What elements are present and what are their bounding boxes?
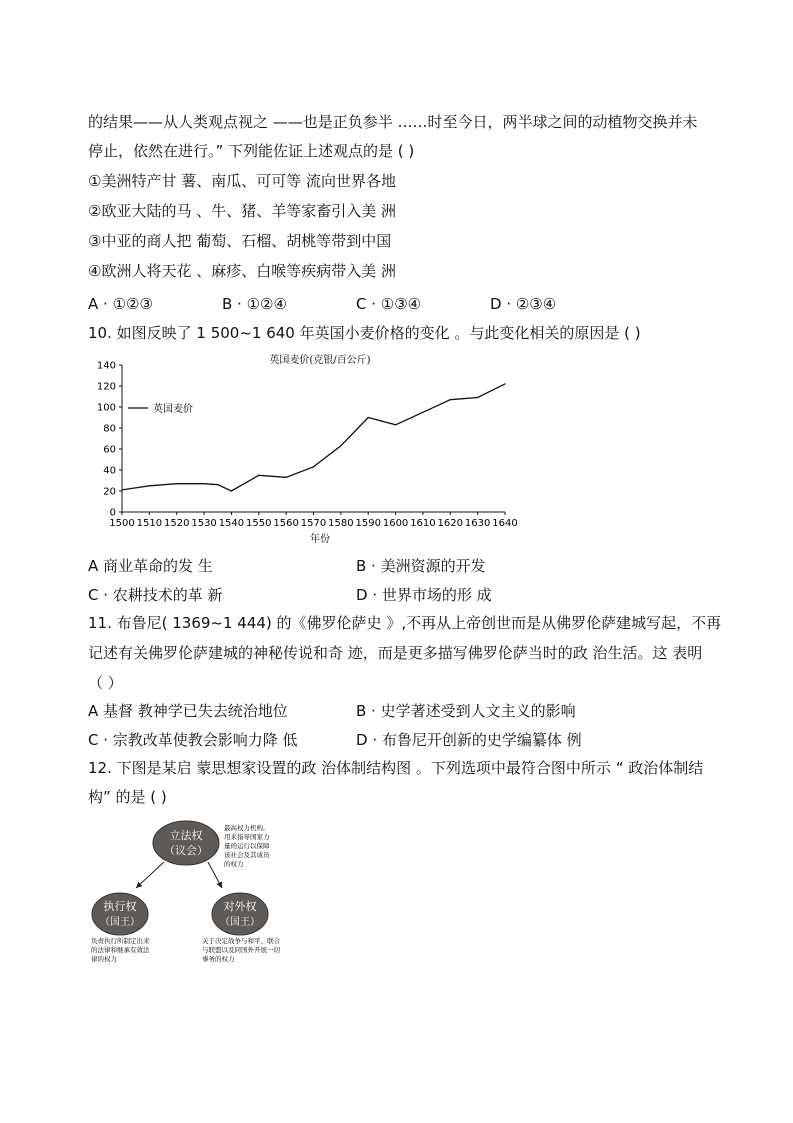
data-point [477,397,478,398]
q10-option-d[interactable]: D · 世界市场的形 成 [356,586,492,604]
right-note-line: 与联盟以及同国外开展一切 [202,946,280,954]
left-note-line: 的法律和继承有效法 [91,946,150,954]
data-point [231,490,232,491]
q11-stem-line2: 记述有关佛罗伦萨建城的神秘传说和奇 迹，而是更多描写佛罗伦萨当时的政 治生活。这 表明 [88,644,703,662]
y-tick-label: 140 [96,360,116,372]
x-tick-label: 1590 [355,518,381,529]
data-point [422,412,423,413]
arrow-to-federative [208,862,222,888]
data-point [395,424,396,425]
wheat-price-chart [80,350,530,550]
top-note-line: 该社会及其成员 [224,851,270,859]
executive-power-note [91,936,150,963]
top-note-line: 量的运行以保障 [224,842,270,850]
data-point [286,477,287,478]
data-point [258,475,259,476]
data-point [313,466,314,467]
x-tick-label: 1540 [218,518,245,529]
q11-option-c[interactable]: C · 宗教改革使教会影响力降 低 [88,731,298,749]
data-point [176,483,177,484]
q10-option-c[interactable]: C · 农耕技术的革 新 [88,586,223,604]
data-point [450,399,451,400]
x-tick-label: 1500 [109,518,135,529]
federative-power-label: 对外权 [223,900,257,913]
right-note-line: 关于决定战争与和平、联合 [202,937,280,945]
series-line-wheat-price [122,384,505,491]
executive-power-label: 执行权 [103,900,137,913]
chart-title: 英国麦价(克银/百公斤) [269,355,371,366]
x-tick-label: 1580 [328,518,354,529]
q11-option-a[interactable]: A 基督 教神学已失去统治地位 [88,702,288,720]
data-point [368,417,369,418]
y-tick-label: 0 [109,507,116,519]
q9-option-a[interactable]: A · ①②③ [88,295,153,313]
data-point [340,445,341,446]
executive-power-body: （国王） [100,917,140,928]
q11-stem-line1: 11. 布鲁尼( 1369~1 444) 的《佛罗伦萨史 》,不再从上帝创世而是从佛罗伦萨建城写起，不再 [88,614,722,632]
y-tick-label: 40 [103,465,116,477]
arrow-to-executive [136,862,164,888]
q11-option-d[interactable]: D · 布鲁尼开创新的史学编纂体 例 [356,731,582,749]
x-tick-label: 1570 [300,518,327,529]
x-tick-label: 1620 [437,518,464,529]
x-tick-label: 1520 [163,518,190,529]
top-note-line: 最高权力机构, [224,824,266,832]
legend-label: 英国麦价 [153,404,193,415]
federative-power-node [212,893,268,935]
x-tick-label: 1530 [191,518,217,529]
q9-option-c[interactable]: C · ①③④ [356,295,422,313]
y-axis [97,361,122,519]
plot-area [121,383,505,491]
q9-item-4: ④欧洲人将天花 、麻疹、白喉等疾病带入美 洲 [88,262,396,280]
executive-power-node [92,893,148,935]
y-tick-label: 100 [96,402,116,414]
legislative-power-body: （议会） [164,844,208,857]
q11-option-b[interactable]: B · 史学著述受到人文主义的影响 [356,702,576,720]
federative-power-body: （国王） [220,917,260,928]
x-tick-label: 1560 [273,518,299,529]
x-tick-label: 1640 [492,518,518,529]
chart-legend [128,402,193,415]
y-tick-label: 60 [103,444,116,456]
x-tick-label: 1510 [136,518,163,529]
x-tick-label: 1600 [382,518,409,529]
q12-stem-line2: 构” 的是 ( ) [88,788,167,806]
top-note-line: 的权力 [224,860,244,868]
y-tick-label: 80 [103,423,116,435]
q12-stem-line1: 12. 下图是某启 蒙思想家设置的政 治体制结构图 。下列选项中最符合图中所示 “ 政治体制结 [88,759,704,777]
q9-stem-line2: 停止，依然在进行。” 下列能佐证上述观点的是 ( ) [88,142,415,160]
q9-item-3: ③中亚的商人把 葡萄、石榴、胡桃等带到中国 [88,232,392,250]
x-tick-label: 1610 [410,518,436,529]
x-axis [109,512,517,529]
left-note-line: 负责执行所制定出来 [91,937,150,945]
chart-xlabel: 年份 [310,534,330,545]
data-point [203,483,204,484]
data-point [149,485,150,486]
political-structure-diagram [88,818,318,968]
q9-stem-line1: 的结果——从人类观点视之 ——也是正负参半 ……时至今日，两半球之间的动植物交换并未 [88,113,698,131]
data-point [504,383,505,384]
q9-option-d[interactable]: D · ②③④ [490,295,557,313]
q10-option-b[interactable]: B · 美洲资源的开发 [356,557,486,575]
legislative-power-label: 立法权 [169,829,203,842]
q9-option-b[interactable]: B · ①②④ [222,295,287,313]
federative-power-note [202,936,281,963]
q10-stem: 10. 如图反映了 1 500~1 640 年英国小麦价格的变化 。与此变化相关的原因是 ( ) [88,324,641,342]
y-tick-label: 120 [96,381,116,393]
x-tick-label: 1630 [464,518,491,529]
q9-item-1: ①美洲特产甘 薯、南瓜、可可等 流向世界各地 [88,172,396,190]
q11-stem-line3: （ ） [88,674,123,692]
q10-option-a[interactable]: A 商业革命的发 生 [88,557,213,575]
legislative-power-node [153,821,219,865]
legislative-power-note [224,823,270,868]
q9-item-2: ②欧亚大陆的马 、牛、猪、羊等家畜引入美 洲 [88,202,396,220]
left-note-line: 律的权力 [91,955,117,963]
data-point [217,484,218,485]
x-tick-label: 1550 [246,518,272,529]
top-note-line: 用来指导国家力 [224,833,270,841]
data-point [121,489,122,490]
right-note-line: 事务的权力 [202,955,235,963]
y-tick-label: 20 [103,486,116,498]
